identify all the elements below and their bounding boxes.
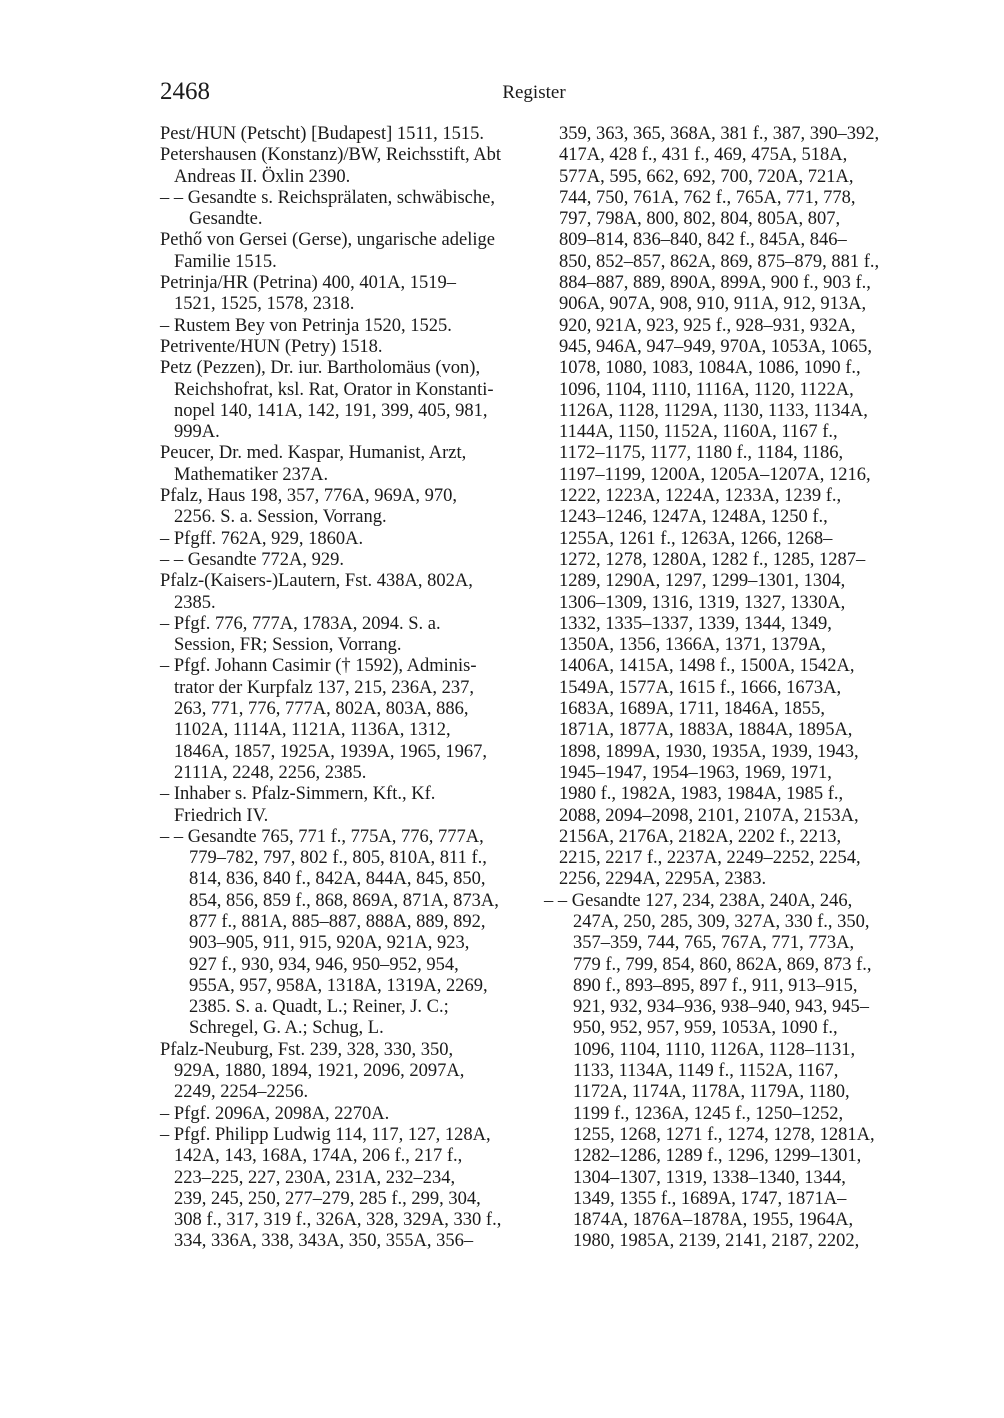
index-line: 906A, 907A, 908, 910, 911A, 912, 913A, [559,294,867,315]
index-line: – – Gesandte 772A, 929. [160,549,344,570]
index-line: 1133, 1134A, 1149 f., 1152A, 1167, [573,1061,839,1082]
index-line: 1549A, 1577A, 1615 f., 1666, 1673A, [559,677,842,698]
index-line: Pfalz-(Kaisers-)Lautern, Fst. 438A, 802A, [160,571,473,592]
index-line: 263, 771, 776, 777A, 802A, 803A, 886, [174,699,469,720]
index-line: 1874A, 1876A–1878A, 1955, 1964A, [573,1210,854,1231]
index-line: 1096, 1104, 1110, 1126A, 1128–1131, [573,1039,856,1060]
index-line: 2256. S. a. Session, Vorrang. [174,507,387,528]
index-line: Friedrich IV. [174,805,269,826]
index-line: Reichshofrat, ksl. Rat, Orator in Konstanti- [174,379,494,400]
index-line: 1199 f., 1236A, 1245 f., 1250–1252, [573,1103,844,1124]
index-line: 2249, 2254–2256. [174,1082,309,1103]
index-column-right [544,124,919,1253]
index-line: Session, FR; Session, Vorrang. [174,635,402,656]
index-line: 1521, 1525, 1578, 2318. [174,294,355,315]
index-line: 744, 750, 761A, 762 f., 765A, 771, 778, [559,187,856,208]
index-line: – Pfgf. 2096A, 2098A, 2270A. [160,1103,390,1124]
index-line: 850, 852–857, 862A, 869, 875–879, 881 f., [559,251,880,272]
index-line: 1980, 1985A, 2139, 2141, 2187, 2202, [573,1231,860,1252]
index-line: 1349, 1355 f., 1689A, 1747, 1871A– [573,1188,847,1209]
index-line: 1332, 1335–1337, 1339, 1344, 1349, [559,613,832,634]
index-line: 1898, 1899A, 1930, 1935A, 1939, 1943, [559,741,859,762]
index-line: 1871A, 1877A, 1883A, 1884A, 1895A, [559,720,853,741]
index-line: – Pfgf. Johann Casimir († 1592), Adminis- [160,656,477,677]
index-line: 955A, 957, 958A, 1318A, 1319A, 2269, [189,975,488,996]
index-line: 779–782, 797, 802 f., 805, 810A, 811 f., [189,848,487,869]
index-line: 1102A, 1114A, 1121A, 1136A, 1312, [174,720,451,741]
running-head: Register [502,82,566,103]
index-line: Petershausen (Konstanz)/BW, Reichsstift, Abt [160,145,502,166]
index-line: 334, 336A, 338, 343A, 350, 355A, 356– [174,1231,474,1252]
index-line: 1255A, 1261 f., 1263A, 1266, 1268– [559,528,833,549]
index-line: 2156A, 2176A, 2182A, 2202 f., 2213, [559,826,842,847]
index-line: 854, 856, 859 f., 868, 869A, 871A, 873A, [189,890,499,911]
index-line: 921, 932, 934–936, 938–940, 943, 945– [573,997,869,1018]
index-line: 1406A, 1415A, 1498 f., 1500A, 1542A, [559,656,855,677]
index-line: Peucer, Dr. med. Kaspar, Humanist, Arzt, [160,443,467,464]
index-line: 1222, 1223A, 1224A, 1233A, 1239 f., [559,486,842,507]
index-line: 797, 798A, 800, 802, 804, 805A, 807, [559,209,841,230]
index-line: Pfalz-Neuburg, Fst. 239, 328, 330, 350, [160,1039,454,1060]
index-line: Petrivente/HUN (Petry) 1518. [160,336,383,357]
index-line: – – Gesandte s. Reichsprälaten, schwäbische, [160,187,495,208]
index-line: 999A. [174,422,220,443]
index-line: 1980 f., 1982A, 1983, 1984A, 1985 f., [559,784,844,805]
index-line: – – Gesandte 765, 771 f., 775A, 776, 777A, [160,826,484,847]
index-line: 142A, 143, 168A, 174A, 206 f., 217 f., [174,1146,463,1167]
index-line: nopel 140, 141A, 142, 191, 399, 405, 981, [174,400,488,421]
index-line: 2256, 2294A, 2295A, 2383. [559,869,767,890]
index-line: 890 f., 893–895, 897 f., 911, 913–915, [573,975,858,996]
index-line: 1255, 1268, 1271 f., 1274, 1278, 1281A, [573,1124,875,1145]
index-line: – Pfgff. 762A, 929, 1860A. [160,528,364,549]
index-line: 239, 245, 250, 277–279, 285 f., 299, 304, [174,1188,481,1209]
index-column-left [160,124,530,1253]
index-line: – – Gesandte 127, 234, 238A, 240A, 246, [544,890,853,911]
index-line: 1945–1947, 1954–1963, 1969, 1971, [559,762,832,783]
index-line: 2385. S. a. Quadt, L.; Reiner, J. C.; [189,997,449,1018]
index-line: 1846A, 1857, 1925A, 1939A, 1965, 1967, [174,741,487,762]
index-line: 359, 363, 365, 368A, 381 f., 387, 390–392, [559,124,880,144]
index-line: 577A, 595, 662, 692, 700, 720A, 721A, [559,166,854,187]
index-line: Andreas II. Öxlin 2390. [174,166,351,187]
index-line: Gesandte. [189,209,263,230]
index-line: 1282–1286, 1289 f., 1296, 1299–1301, [573,1146,862,1167]
index-line: 1304–1307, 1319, 1338–1340, 1344, [573,1167,846,1188]
index-line: 2088, 2094–2098, 2101, 2107A, 2153A, [559,805,859,826]
index-line: 223–225, 227, 230A, 231A, 232–234, [174,1167,456,1188]
index-line: 927 f., 930, 934, 946, 950–952, 954, [189,954,459,975]
index-line: 1350A, 1356, 1366A, 1371, 1379A, [559,635,826,656]
index-line: 1683A, 1689A, 1711, 1846A, 1855, [559,699,826,720]
index-line: Pfalz, Haus 198, 357, 776A, 969A, 970, [160,486,458,507]
index-line: 2385. [174,592,216,613]
index-line: 950, 952, 957, 959, 1053A, 1090 f., [573,1018,838,1039]
index-line: Pest/HUN (Petscht) [Budapest] 1511, 1515. [160,124,485,144]
index-line: 1272, 1278, 1280A, 1282 f., 1285, 1287– [559,549,866,570]
index-line: 1078, 1080, 1083, 1084A, 1086, 1090 f., [559,358,861,379]
index-line: 1144A, 1150, 1152A, 1160A, 1167 f., [559,422,838,443]
index-line: Petrinja/HR (Petrina) 400, 401A, 1519– [160,273,456,294]
index-line: – Rustem Bey von Petrinja 1520, 1525. [160,315,452,336]
index-line: Pethő von Gersei (Gerse), ungarische adelige [160,230,495,251]
index-line: 247A, 250, 285, 309, 327A, 330 f., 350, [573,911,870,932]
index-line: 809–814, 836–840, 842 f., 845A, 846– [559,230,847,251]
index-line: 1126A, 1128, 1129A, 1130, 1133, 1134A, [559,400,868,421]
index-line: 417A, 428 f., 431 f., 469, 475A, 518A, [559,145,848,166]
index-line: Schregel, G. A.; Schug, L. [189,1018,384,1039]
index-line: 1243–1246, 1247A, 1248A, 1250 f., [559,507,828,528]
index-line: – Inhaber s. Pfalz-Simmern, Kft., Kf. [160,784,436,805]
index-line: 1306–1309, 1316, 1319, 1327, 1330A, [559,592,846,613]
index-line: Mathematiker 237A. [174,464,329,485]
index-line: trator der Kurpfalz 137, 215, 236A, 237, [174,677,475,698]
index-line: 903–905, 911, 915, 920A, 921A, 923, [189,933,470,954]
index-line: 1172–1175, 1177, 1180 f., 1184, 1186, [559,443,844,464]
index-line: 884–887, 889, 890A, 899A, 900 f., 903 f., [559,273,871,294]
index-line: 1172A, 1174A, 1178A, 1179A, 1180, [573,1082,850,1103]
index-line: 779 f., 799, 854, 860, 862A, 869, 873 f., [573,954,872,975]
index-line: 929A, 1880, 1894, 1921, 2096, 2097A, [174,1061,465,1082]
page-number: 2468 [160,78,210,105]
index-line: 357–359, 744, 765, 767A, 771, 773A, [573,933,855,954]
index-line: – Pfgf. Philipp Ludwig 114, 117, 127, 128A, [160,1124,491,1145]
index-line: 1096, 1104, 1110, 1116A, 1120, 1122A, [559,379,854,400]
index-line: 877 f., 881A, 885–887, 888A, 889, 892, [189,911,486,932]
index-line: – Pfgf. 776, 777A, 1783A, 2094. S. a. [160,613,441,634]
index-line: 2215, 2217 f., 2237A, 2249–2252, 2254, [559,848,861,869]
index-line: 814, 836, 840 f., 842A, 844A, 845, 850, [189,869,486,890]
index-line: Familie 1515. [174,251,277,272]
index-line: 920, 921A, 923, 925 f., 928–931, 932A, [559,315,856,336]
index-line: 2111A, 2248, 2256, 2385. [174,762,367,783]
index-line: 1197–1199, 1200A, 1205A–1207A, 1216, [559,464,871,485]
index-line: Petz (Pezzen), Dr. iur. Bartholomäus (von), [160,358,481,379]
index-line: 308 f., 317, 319 f., 326A, 328, 329A, 330 f., [174,1210,502,1231]
index-line: 945, 946A, 947–949, 970A, 1053A, 1065, [559,336,872,357]
index-line: 1289, 1290A, 1297, 1299–1301, 1304, [559,571,846,592]
